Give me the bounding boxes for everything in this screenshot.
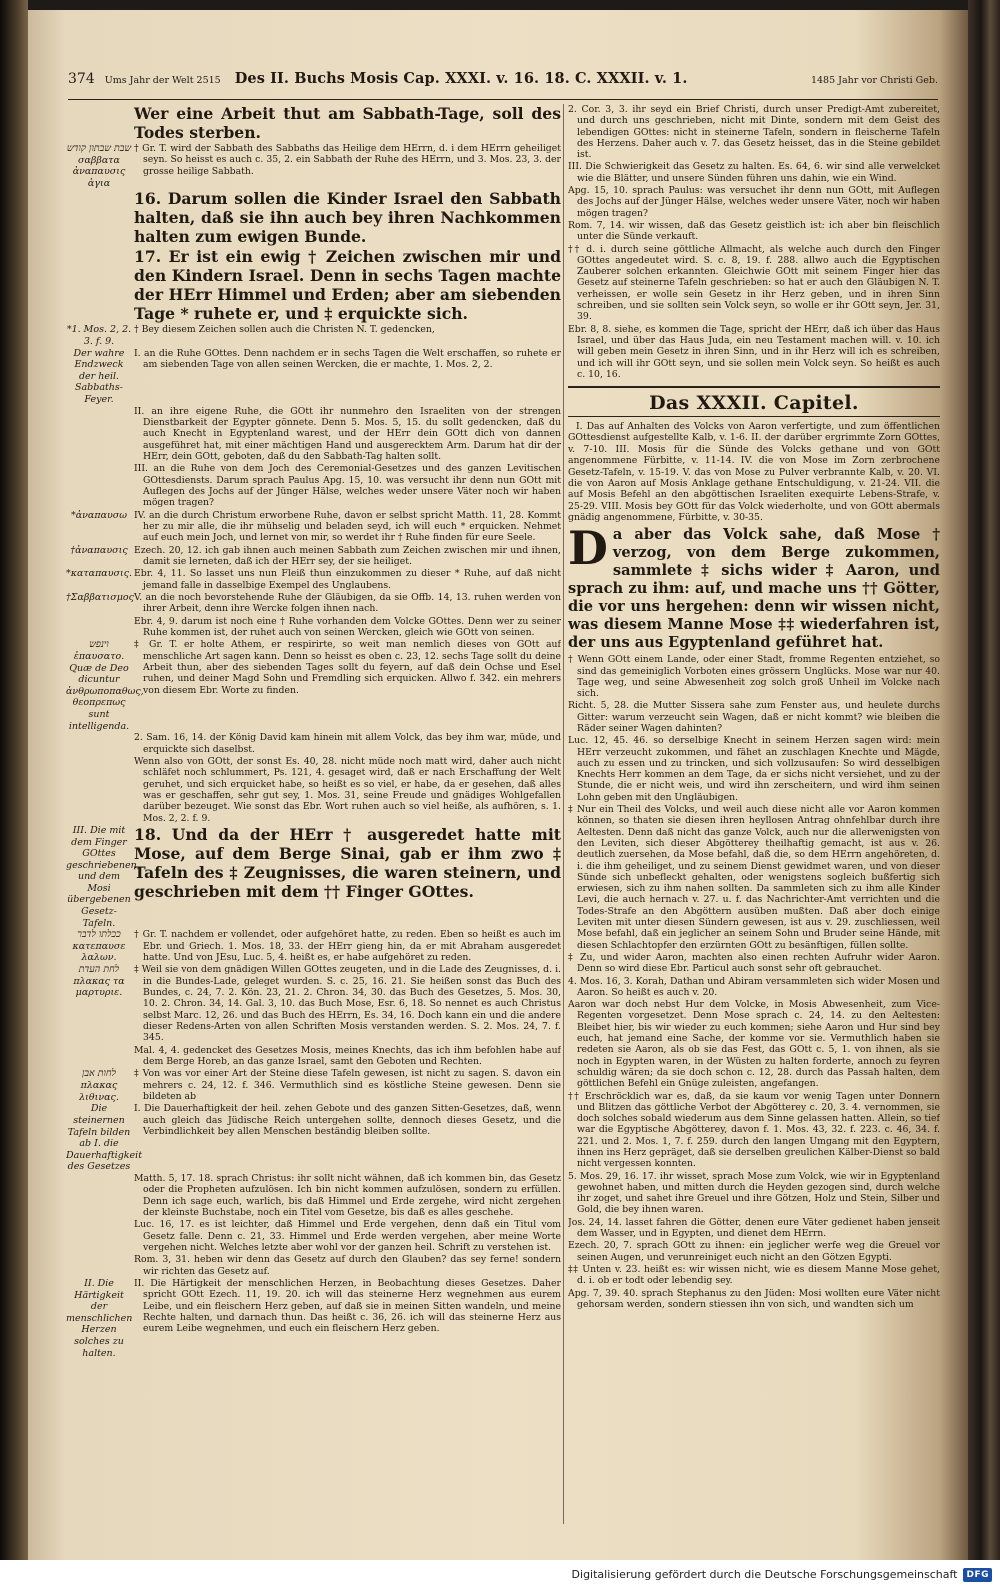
margin-note [66, 732, 134, 756]
note-row [66, 1103, 561, 1173]
note-row [66, 510, 561, 545]
margin-note [66, 756, 134, 825]
margin-note: Die steinernen Tafeln bilden ab I. die Dauerhaftigkeit des Gesetzes [66, 1103, 143, 1173]
verse-row [66, 825, 561, 929]
commentary-note: Rom. 3, 31. heben wir denn das Gesetz auf durch den Glauben? das sey ferne! sondern wir richten das Gesetz auf. [134, 1254, 561, 1277]
commentary-note: † Gr. T. wird der Sabbath des Sabbaths das Heilige dem HErrn, d. i dem HErrn geheiliget seyn. So heisst es auch c. 35, 2. ein Sabbath der Ruhe des HErrn, und 3. Mos. 23, 3. der grosse heilige Sabbath. [134, 143, 561, 177]
left-column [66, 104, 561, 1548]
commentary-note: Richt. 5, 28. die Mutter Sissera sahe zum Fenster aus, und heulete durchs Gitter: warum verzeucht sein Wagen, daß er nicht kommt? wie bleiben die Räder seiner Wagen dahinten? [568, 700, 940, 734]
margin-note: שבת שבתון קודש σαββατα ἀναπαυσις ἁγια [66, 143, 132, 189]
commentary-note: Aaron war doch nebst Hur dem Volcke, in Mosis Abwesenheit, zum Vice-Regenten vorgesetzet. Denn Mose sprach c. 24, 14. zu den Aeltesten: Bleibet hier, bis wir wieder zu euch kommen; siehe Aaron und Hur sind bey euch, hat jemand eine Sache, der komme vor sie. Vermuthlich haben sie redeten sie Aaron, als ob sie das Fest, das GOtt c. 5, 1. von ihnen, als sie noch in Egypten waren, in der Wüsten zu halten forderte, annoch zu feyren schuldig wären; da sie doch schon c. 12, 28. durch das Passah halten, dem göttlichen Befehl ein Gnüge zuleisten, angefangen. [568, 999, 940, 1090]
margin-note [66, 1173, 134, 1219]
margin-note [66, 463, 134, 509]
right-column [568, 104, 940, 1548]
commentary-note: † Bey diesem Zeichen sollen auch die Christen N. T. gedencken, [134, 324, 435, 336]
column-divider [563, 104, 564, 1524]
note-row [66, 1219, 561, 1254]
commentary-note: Ezech. 20, 12. ich gab ihnen auch meinen Sabbath zum Zeichen zwischen mir und ihnen, damit sie lerneten, daß ich der HErr sey, der sie heiliget. [134, 544, 561, 567]
margin-note: III. Die mit dem Finger GOttes geschriebenen, und dem Mosi übergebenen Gesetz-Tafeln. [66, 824, 140, 929]
margin-note: Der wahre Endzweck der heil. Sabbaths-Feyer. [73, 347, 125, 405]
note-row [66, 324, 561, 347]
commentary-note: †† Erschröcklich war es, daß, da sie kaum vor wenig Tagen unter Donnern und Blitzen das göttliche Verbot der Abgötterey c. 20, 3. 4. vernommen, sie doch solches sobald wiederum aus dem Sinne gelassen hatten. Allein, so tief war die Egyptische Abgötterey, davon f. 1. Mos. 43, 32. f. 223. c. 46, 34. f. 221. und 2. Mos. 1, 7. f. 259. durch den langen Umgang mit den Egyptern, ihnen ins Herz gepräget, daß sie derselben greulichen Kälber-Dienst so bald nicht vergessen konnten. [568, 1090, 940, 1170]
commentary-note: II. an ihre eigene Ruhe, die GOtt ihr nunmehro den Israeliten von der strengen Dienstbarkeit der Egypter gönnete. Denn 5. Mos. 5, 15. du sollt gedencken, daß du auch Knecht in Egyptenland warest, und der HErr dein GOtt dich von dannen ausgeführet hat, mit einer mächtigen Hand und ausgerecktem Arm. Darum hat dir der HErr, dein GOtt, geboten, daß du den Sabbath-Tag halten sollt. [134, 405, 561, 462]
verse-text: 16. Darum sollen die Kinder Israel den Sabbath halten, daß sie ihn auch bey ihren Nachkommen halten zum ewigen Bunde. [134, 189, 561, 247]
margin-note: וינפש ἐπαυσατο. Quæ de Deo dicuntur ἀνθρωποπαθως, θεοπρεπως sunt intelligenda. [66, 639, 144, 732]
commentary-note: III. an die Ruhe von dem Joch des Ceremonial-Gesetzes und des ganzen Levitischen GOttesdiensts. Darum sprach Paulus Apg. 15, 10. was versucht ihr denn nun GOtt mit Auflegen des Jochs auf der Jünger Hälse, welches weder unsere Väter noch wir haben mögen tragen? [134, 463, 561, 509]
scan-right-edge [968, 0, 1000, 1560]
margin-note [66, 1045, 134, 1069]
commentary-note: Matth. 5, 17. 18. sprach Christus: ihr sollt nicht wähnen, daß ich kommen bin, das Gesetz oder die Propheten aufzulösen. Ich bin nicht kommen aufzulösen, sondern zu erfüllen. Denn ich sage euch, warlich, bis daß Himmel und Erde zergehe, wird nicht zergehen der kleinste Buchstabe, noch ein Titel vom Gesetze, bis daß es alles geschehe. [134, 1172, 561, 1218]
note-row [66, 545, 561, 569]
year-right: 1485 Jahr vor Christi Geb. [810, 75, 938, 86]
commentary-note: ‡‡ Unten v. 23. heißt es: wir wissen nicht, wie es diesem Manne Mose gehet, d. i. ob er todt oder lebendig sey. [568, 1263, 940, 1287]
margin-note: לחות אבן πλακας λιθινας. [79, 1068, 119, 1103]
commentary-note: ‡ Nur ein Theil des Volcks, und weil auch diese nicht alle vor Aaron kommen können, so thaten sie diesen ihren heyllosen Antrag ohnfehlbar durch ihre Aeltesten. Denn daß nicht das ganze Volck, auch nur die allerwenigsten von den Leviten, sich dieser Abgötterey theilhaftig gemacht, ist aus v. 26. deutlich zuersehen, da Mose befahl, daß die, so dem HErrn angehöreten, d. i. die ihm geheiliget, und zu seinem Dienst gewidmet waren, und von dieser Sünde sich unbefleckt gehalten, oder wenigstens sogleich bußfertig sich erwiesen, sich zu ihm nahen sollten. Da sammleten sich zu ihm alle Kinder Levi, die auch hernach v. 27. u. f. das Nachrichter-Amt verrichten und die Todes-Strafe an den Abgöttern ausüben mußten. Daß aber doch einige Leviten mit unter diesen Sündern gewesen, ist aus v. 29. zuschliessen, weil Mose befahl, daß ein jeglicher an seinem Sohn und Bruder seine Hände, mit diesen Schlachtopfer den erzürnten GOtt zu besänftigen, füllen sollte. [568, 804, 940, 951]
commentary-note: V. an die noch bevorstehende Ruhe der Gläubigen, da sie Offb. 14, 13. ruhen werden von ihrer Arbeit, denn ihre Wercke folgen ihnen nach. [134, 592, 561, 615]
scan-left-edge [0, 0, 28, 1560]
commentary-note: † Gr. T. nachdem er vollendet, oder aufgehöret hatte, zu reden. Eben so heißt es auch im Ebr. und Griech. 1. Mos. 18, 33. der HErr gieng hin, da er mit Abraham ausgeredet hatte. Und von JEsu, Luc. 5, 4. heißt es, er habe aufgehöret zu reden. [134, 929, 561, 963]
note-row [66, 616, 561, 640]
commentary-note: Luc. 16, 17. es ist leichter, daß Himmel und Erde vergehen, denn daß ein Titul vom Gesetz falle. Denn c. 21, 33. Himmel und Erde werden vergehen, aber meine Worte vergehen nicht. Welches letzte aber wohl vor der ganzen heil. Schrift zu verstehen ist. [134, 1219, 561, 1254]
note-row [66, 406, 561, 464]
commentary-note: 4. Mos. 16, 3. Korah, Dathan und Abiram versammleten sich wider Mosen und Aaron. So heißt es auch v. 20. [568, 975, 940, 998]
commentary-note: Apg. 15, 10. sprach Paulus: was versuchet ihr denn nun GOtt, mit Auflegen des Jochs auf der Jünger Hälse, welches weder unsere Väter, noch wir haben mögen tragen? [568, 185, 940, 219]
note-row [66, 1068, 561, 1103]
note-row [66, 463, 561, 509]
commentary-note: ‡ Gr. T. er holte Athem, er respirirte, so weit man nemlich dieses von GOtt auf menschliche Art sagen kann. Denn so heisst es oben c. 23, 12. sechs Tage sollt du deine Arbeit thun, aber des siebenden Tages sollt du feyern, auf daß dein Ochse und Esel ruhen, und deiner Magd Sohn und Fremdling sich erquicken. Allwo f. 342. ein mehrers von diesem Ebr. Worte zu finden. [134, 639, 561, 696]
commentary-note: ‡ Weil sie von dem gnädigen Willen GOttes zeugeten, und in die Lade des Zeugnisses, d. i. in die Bundes-Lade, geleget wurden. S. c. 25, 16. 21. Sie heißen sonst das Buch des Bundes, c. 24, 7. 2. Kön. 23, 21. 2. Chron. 34, 30. das Buch des Gesetzes, 5. Mos. 30, 10. 2. Chron. 34, 14. Gal. 3, 10. das Buch Mose, Esr. 6, 18. So nennet es auch Christus selbst Marc. 12, 26. und das Buch des HErrn, Es. 34, 16. Doch kann ein und die andere dieser Redens-Arten von allen Schriften Mosis verstanden werden. S. 2. Mos. 24, 7. f. 345. [134, 964, 561, 1044]
margin-note: לחת העדת πλακας τα μαρτυριε. [73, 964, 125, 999]
note-row [66, 568, 561, 592]
commentary-note: ‡ Von was vor einer Art der Steine diese Tafeln gewesen, ist nicht zu sagen. S. davon ein mehrers c. 24, 12. f. 346. Vermuthlich sind es köstliche Steine gewesen. Denn sie bildeten ab [134, 1068, 561, 1103]
commentary-note: Ebr. 4, 9. darum ist noch eine † Ruhe vorhanden dem Volcke GOttes. Denn wer zu seiner Ruhe kommen ist, der ruhet auch von seinen Wercken, gleich wie GOtt von seinen. [134, 615, 561, 639]
commentary-note: Luc. 12, 45. 46. so derselbige Knecht in seinem Herzen sagen wird: mein HErr verzeucht zukommen, und fähet an zuschlagen Knechte und Mägde, auch zu essen und zu trincken, und sich vollzusaufen: So wird desselbigen Knechts Herr kommen an dem Tage, da er sichs nicht versiehet, und zu der Stunde, die er nicht weis, und wird ihn zerscheitern, und wird ihm seinen Lohn geben mit den Ungläubigen. [568, 735, 940, 803]
commentary-note: ‡ Zu, und wider Aaron, machten also einen rechten Aufruhr wider Aaron. Denn so wird diese Ebr. Particul auch sonst sehr oft gebrauchet. [568, 951, 940, 975]
note-row [66, 348, 561, 406]
note-row [66, 756, 561, 825]
margin-note [66, 406, 134, 464]
right-column-notes-top [568, 104, 940, 380]
commentary-note: I. an die Ruhe GOttes. Denn nachdem er in sechs Tagen die Welt erschaffen, so ruhete er am siebenden Tage von allen seinen Wercken, die er machte, 1. Mos. 2, 2. [134, 347, 561, 370]
chapter-title: Das XXXII. Capitel. [649, 392, 859, 415]
commentary-note: III. Die Schwierigkeit das Gesetz zu halten. Es. 64, 6. wir sind alle verwelcket wie die Blätter, und unsere Sünden führen uns dahin, wie ein Wind. [568, 161, 940, 184]
verse-text: Wer eine Arbeit thut am Sabbath-Tage, soll des Todes sterben. [134, 104, 561, 142]
commentary-note: 2. Cor. 3, 3. ihr seyd ein Brief Christi, durch unser Predigt-Amt zubereitet, und durch uns geschrieben, nicht mit Dinte, sondern mit dem Geist des lebendigen GOttes: nicht in steinerne Tafeln, sondern in fleischerne Tafeln des Herzens. Daher auch v. 7. das Gesetz heisset, das in die Steine gebildet ist. [568, 104, 940, 161]
commentary-note: †† d. i. durch seine göttliche Allmacht, als welche auch durch den Finger GOttes angedeutet wird. S. c. 8, 19. f. 288. allwo auch die Egyptischen Zauberer solchen erkannten. Gleichwie GOtt mit seinem Finger hier das Gesetz auf steinerne Tafeln geschrieben: so hat er auch den Gläubigen N. T. verheissen, er wolle sein Gesetz in ihr Herz geben, und in ihren Sinn schreiben, und sie sollten sein Volck seyn, so wolle er ihr GOtt seyn, Jer. 31, 39. [568, 243, 940, 323]
margin-note: *ἀναπαυσω [70, 509, 128, 521]
chapter-first-verse [568, 521, 940, 652]
right-column-notes-bottom [568, 654, 940, 1310]
commentary-note: 2. Sam. 16, 14. der König David kam hinein mit allem Volck, das bey ihm war, müde, und erquickte sich daselbst. [134, 732, 561, 755]
margin-note [66, 616, 134, 640]
margin-note [66, 1219, 134, 1254]
drop-initial: D [568, 521, 608, 576]
dfg-logo-icon: DFG [963, 1568, 992, 1582]
commentary-note: Rom. 7, 14. wir wissen, daß das Gesetz geistlich ist: ich aber bin fleischlich unter die Sünde verkauft. [568, 219, 940, 243]
commentary-note: Apg. 7, 39. 40. sprach Stephanus zu den Jüden: Mosi wollten eure Väter nicht gehorsam werden, sondern stiessen ihn von sich, und wandten sich um [568, 1287, 940, 1310]
commentary-note: Ezech. 20, 7. sprach GOtt zu ihnen: ein jeglicher werfe weg die Greuel vor seinen Augen, und verunreiniget euch nicht an den Götzen Egypti. [568, 1240, 940, 1263]
note-row [66, 1045, 561, 1069]
running-head [68, 70, 938, 100]
chapter-summary: I. Das auf Anhalten des Volcks von Aaron verfertigte, und zum öffentlichen GOttesdienst aufgestellte Kalb, v. 1-6. II. der darüber ergrimmte Zorn GOttes, v. 7-10. III. Mosis für die Sünde des Volcks gethane und von GOtt angenommene Fürbitte, v. 11-14. IV. die von Mose im Zorn zerbrochene Gesetz-Tafeln, v. 15-19. V. das von Mose zu Pulver verbrannte Kalb, v. 20. VI. die von Aaron auf Mosis Anklage gethane Entschuldigung, v. 21-24. VII. die auf Mosis Befehl an den abgöttischen Israeliten exequirte Lebens-Strafe, v. 25-29. VIII. Mosis bey GOtt für das Volck wiederholte, und von GOtt abermals gnädig angenommene, Fürbitte, v. 30-35. [568, 421, 940, 523]
commentary-note: † Wenn GOtt einem Lande, oder einer Stadt, fromme Regenten entziehet, so sind das gemeiniglich Vorboten eines grössern Unglücks. Mose war nur 40. Tage weg, und seine Abwesenheit zog solch groß Unheil im Volcke nach sich. [568, 654, 940, 700]
margin-note: †ἀναπαυσις [70, 544, 128, 556]
margin-note [66, 1254, 134, 1278]
commentary-note: I. Die Dauerhaftigkeit der heil. zehen Gebote und des ganzen Sitten-Gesetzes, daß, wenn auch gleich das Jüdische Reich untergehen sollte, dennoch dieses Gesetz, und die Verbindlichkeit bey allen Menschen beständig bleiben sollte. [134, 1103, 561, 1138]
note-row [66, 964, 561, 1044]
verse-row [66, 247, 561, 324]
verse-row [66, 189, 561, 247]
note-row [66, 143, 561, 189]
chapter-rule-top [568, 386, 940, 388]
chapter-rule-bottom [568, 416, 940, 417]
margin-note: †Σαββατισμος [66, 592, 134, 604]
year-left: Ums Jahr der Welt 2515 [104, 75, 221, 86]
note-row [66, 1254, 561, 1278]
commentary-note: II. Die Härtigkeit der menschlichen Herzen, in Beobachtung dieses Gesetzes. Daher spricht GOtt Ezech. 11, 19. 20. ich will das steinerne Herz wegnehmen aus eurem Leibe, und ein fleischern Herz geben, auf daß sie in meinen Sitten wandeln, und meine Rechte halten, und darnach thun. Das heißt c. 36, 26. ich will das steinerne Herz aus eurem Leibe wegnehmen, und euch ein fleischern Herz geben. [134, 1278, 561, 1335]
page-heading: Des II. Buchs Mosis Cap. XXXI. v. 16. 18. C. XXXII. v. 1. [234, 70, 688, 87]
margin-note: *καταπαυσις. [66, 568, 133, 580]
note-row [66, 1278, 561, 1359]
footer-credit: Digitalisierung gefördert durch die Deutsche Forschungsgemeinschaft [571, 1568, 958, 1581]
margin-note [66, 189, 134, 247]
note-row [66, 592, 561, 616]
verse-text: 18. Und da der HErr † ausgeredet hatte mit Mose, auf dem Berge Sinai, gab er ihm zwo ‡ Tafeln des ‡ Zeugnisses, die waren steinern, und geschrieben mit dem †† Finger GOttes. [134, 824, 561, 901]
commentary-note: Jos. 24, 14. lasset fahren die Götter, denen eure Väter gedienet haben jenseit dem Wasser, und in Egypten, und dienet dem HErrn. [568, 1216, 940, 1240]
note-row [66, 1173, 561, 1219]
book-page [28, 10, 968, 1560]
commentary-note: 5. Mos. 29, 16. 17. ihr wisset, sprach Mose zum Volck, wie wir in Egyptenland gewohnet haben, und mitten durch die Heyden gezogen sind, durch welche ihr zoget, und sahet ihre Greuel und ihre Götzen, Holz und Stein, Silber und Gold, die bey ihnen waren. [568, 1170, 940, 1216]
note-row [66, 639, 561, 732]
margin-note [66, 247, 134, 324]
verse-row [66, 104, 561, 143]
header-rule [68, 99, 938, 100]
margin-note: II. Die Härtigkeit der menschlichen Herzen solches zu halten. [66, 1278, 133, 1359]
commentary-note: IV. an die durch Christum erworbene Ruhe, davon er selbst spricht Matth. 11, 28. Kommt her zu mir alle, die ihr mühselig und beladen seyd, ich will euch * erquicken. Nehmet auf euch mein Joch, und lernet von mir, so werdet ihr † Ruhe finden für eure Seele. [134, 509, 561, 544]
commentary-note: Mal. 4, 4. gedencket des Gesetzes Mosis, meines Knechts, das ich ihm befohlen habe auf dem Berge Horeb, an das ganze Israel, samt den Geboten und Rechten. [134, 1044, 561, 1068]
commentary-note: Ebr. 8, 8. siehe, es kommen die Tage, spricht der HErr, daß ich über das Haus Israel, und über das Haus Juda, ein neu Testament machen will. v. 10. ich will geben mein Gesetz in ihren Sinn, und in ihr Herz will ich es schreiben, und ich will ihr GOtt seyn, und sie sollen mein Volck seyn. So heißt es auch c. 10, 16. [568, 323, 940, 380]
page-number: 374 [68, 71, 95, 87]
footer-bar [0, 1560, 1000, 1589]
commentary-note: Wenn also von GOtt, der sonst Es. 40, 28. nicht müde noch matt wird, daher auch nicht schläfet noch schlummert, Ps. 121, 4. gesaget wird, daß er nach Erschaffung der Welt geruhet, und sich erquicket habe, so heißt es so viel, er habe, da er gesehen, daß alles was er geschaffen, sehr gut sey, 1. Mos. 31, seine Freude und gnädiges Wohlgefallen darüber bezeuget. Wie sonst das Ebr. Wort ruhen auch so viel heiße, als aufhören, s. 1. Mos. 2, 2. f. 9. [134, 755, 561, 824]
first-verse-text: a aber das Volck sahe, daß Mose † verzog, von dem Berge zukommen, sammlete ‡ sichs wider ‡ Aaron, und sprach zu ihm: auf, und mache uns †† Götter, die vor uns hergehen: denn wir wissen nicht, was diesem Manne Mose ‡‡ wiederfahren ist, der uns aus Egyptenland geführet hat. [568, 526, 940, 652]
note-row [66, 929, 561, 964]
verse-text: 17. Er ist ein ewig † Zeichen zwischen mir und den Kindern Israel. Denn in sechs Tagen machte der HErr Himmel und Erden; aber am siebenden Tage * ruhete er, und ‡ erquickte sich. [134, 247, 561, 324]
margin-note: *1. Mos. 2, 2. 3. f. 9. [66, 324, 132, 347]
note-row [66, 732, 561, 756]
margin-note: ככלתו לדבר κατεπαυσε λαλων. [72, 929, 126, 964]
commentary-note: Ebr. 4, 11. So lasset uns nun Fleiß thun einzukommen zu dieser * Ruhe, auf daß nicht jemand falle in dasselbige Exempel des Unglaubens. [134, 568, 561, 591]
margin-note [66, 104, 134, 143]
